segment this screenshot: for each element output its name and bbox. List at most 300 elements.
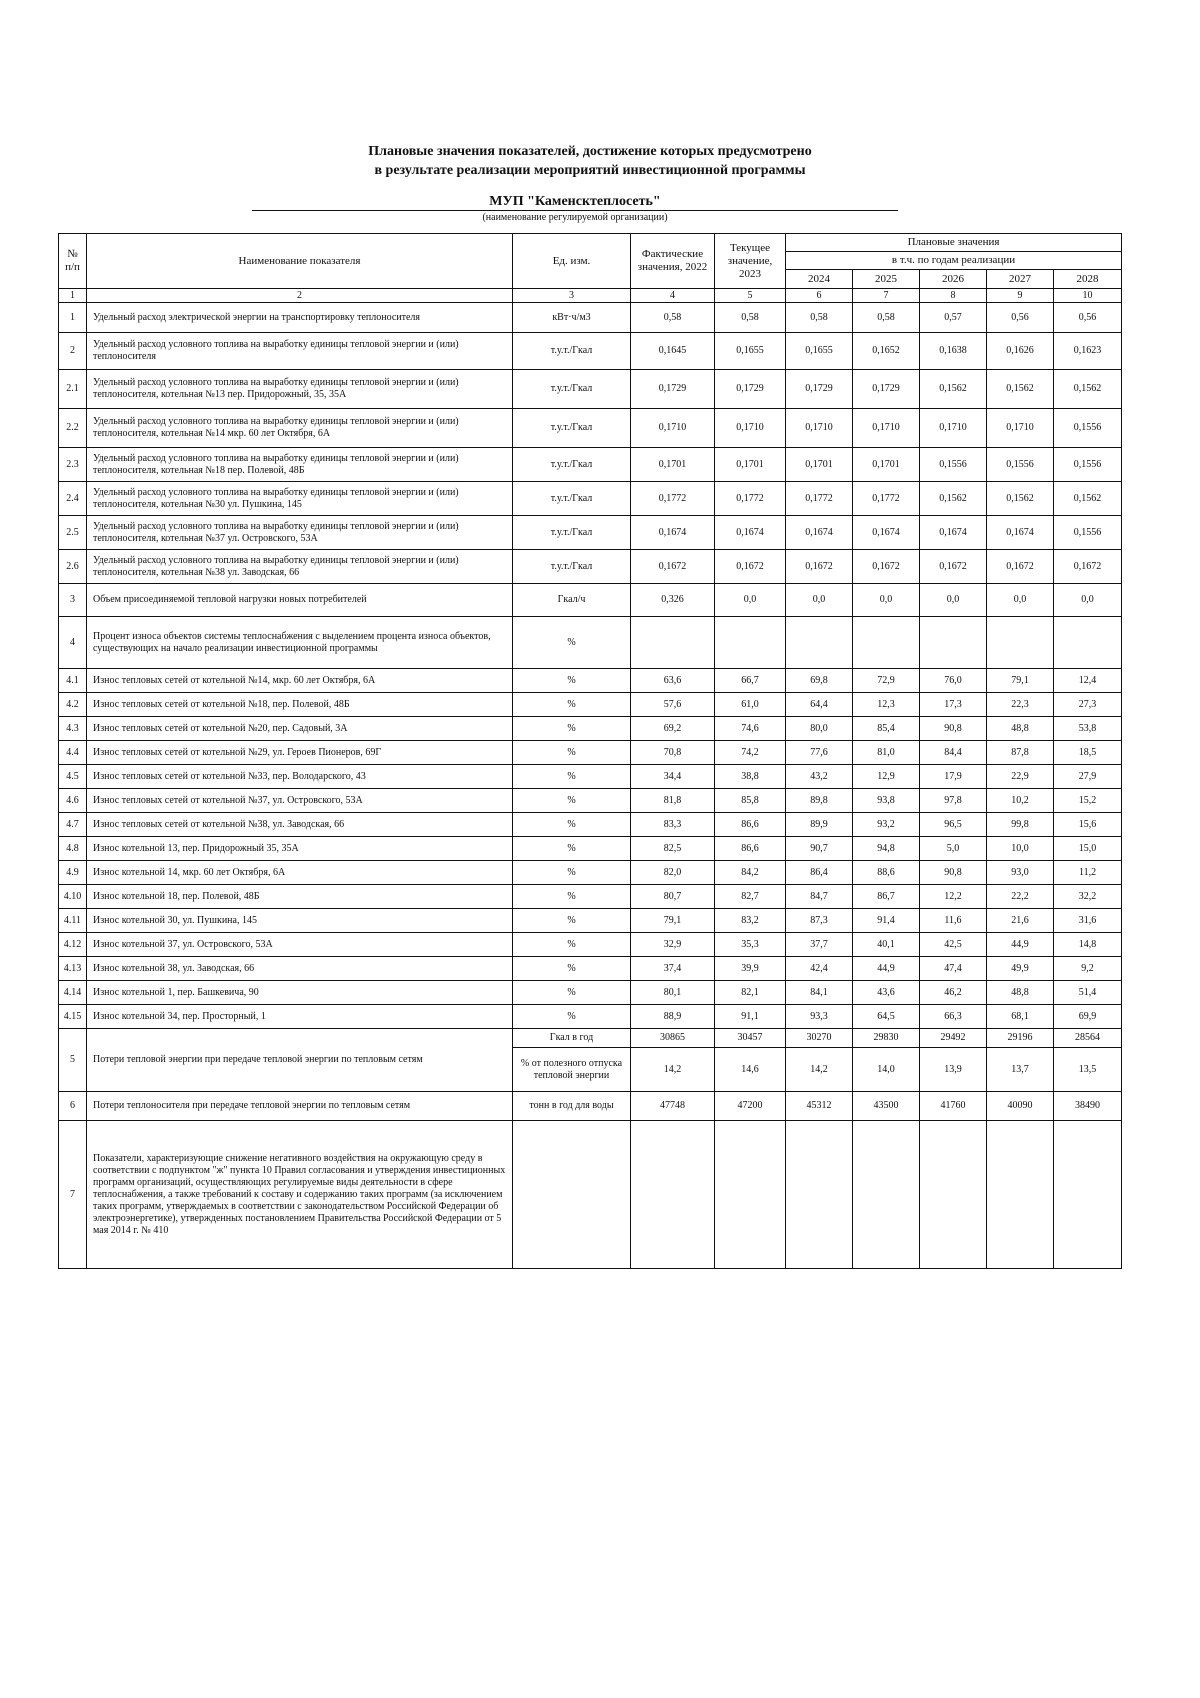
- value-cell: 0,1674: [786, 516, 853, 550]
- value-cell: 44,9: [987, 933, 1054, 957]
- value-cell: 72,9: [853, 669, 920, 693]
- indicator-name: Объем присоединяемой тепловой нагрузки новых потребителей: [87, 584, 513, 617]
- value-cell: 0,1655: [715, 333, 786, 370]
- unit-cell: т.у.т./Гкал: [513, 409, 631, 448]
- unit-cell: т.у.т./Гкал: [513, 370, 631, 409]
- table-row: [59, 303, 1122, 333]
- value-cell: 0,56: [987, 303, 1054, 333]
- value-cell: 45312: [786, 1092, 853, 1121]
- table-row: [59, 516, 1122, 550]
- header-year: 2027: [987, 270, 1054, 289]
- value-cell: 0,1672: [987, 550, 1054, 584]
- value-cell: 84,2: [715, 861, 786, 885]
- value-cell: 88,9: [631, 1005, 715, 1029]
- value-cell: 68,1: [987, 1005, 1054, 1029]
- value-cell: 57,6: [631, 693, 715, 717]
- column-number: 3: [513, 289, 631, 303]
- indicator-name: Износ тепловых сетей от котельной №20, пер. Садовый, 3А: [87, 717, 513, 741]
- value-cell: 30457: [715, 1029, 786, 1048]
- value-cell: 0,1556: [1054, 448, 1122, 482]
- column-number: 2: [87, 289, 513, 303]
- value-cell: 0,0: [1054, 584, 1122, 617]
- value-cell: 15,0: [1054, 837, 1122, 861]
- header-year: 2025: [853, 270, 920, 289]
- value-cell: [853, 1121, 920, 1269]
- value-cell: [513, 1121, 631, 1269]
- indicator-name: Удельный расход электрической энергии на транспортировку теплоносителя: [87, 303, 513, 333]
- value-cell: 29196: [987, 1029, 1054, 1048]
- row-number: 4.1: [59, 669, 87, 693]
- value-cell: 0,1710: [715, 409, 786, 448]
- value-cell: 0,57: [920, 303, 987, 333]
- value-cell: [631, 617, 715, 669]
- value-cell: 0,0: [786, 584, 853, 617]
- value-cell: 0,1710: [920, 409, 987, 448]
- table-row: [59, 1092, 1122, 1121]
- row-number: 7: [59, 1121, 87, 1269]
- value-cell: 91,4: [853, 909, 920, 933]
- header-actual: Фактические значения, 2022: [631, 234, 715, 289]
- column-number: 8: [920, 289, 987, 303]
- value-cell: 96,5: [920, 813, 987, 837]
- value-cell: 0,58: [715, 303, 786, 333]
- value-cell: 69,8: [786, 669, 853, 693]
- table-row: [59, 909, 1122, 933]
- value-cell: 13,7: [987, 1048, 1054, 1092]
- table-row: [59, 693, 1122, 717]
- row-number: 4.13: [59, 957, 87, 981]
- value-cell: 15,2: [1054, 789, 1122, 813]
- value-cell: 80,0: [786, 717, 853, 741]
- value-cell: 0,1562: [987, 482, 1054, 516]
- value-cell: 69,2: [631, 717, 715, 741]
- unit-cell: т.у.т./Гкал: [513, 448, 631, 482]
- unit-cell: т.у.т./Гкал: [513, 333, 631, 370]
- value-cell: 41760: [920, 1092, 987, 1121]
- header-unit: Ед. изм.: [513, 234, 631, 289]
- row-number: 4.4: [59, 741, 87, 765]
- value-cell: 0,1710: [987, 409, 1054, 448]
- table-row: [59, 584, 1122, 617]
- value-cell: 86,4: [786, 861, 853, 885]
- indicator-name: Износ тепловых сетей от котельной №14, мкр. 60 лет Октября, 6А: [87, 669, 513, 693]
- unit-cell: %: [513, 837, 631, 861]
- row-number: 4.2: [59, 693, 87, 717]
- value-cell: 86,7: [853, 885, 920, 909]
- value-cell: 0,1674: [715, 516, 786, 550]
- value-cell: 5,0: [920, 837, 987, 861]
- indicator-name: Износ котельной 13, пер. Придорожный 35, 35А: [87, 837, 513, 861]
- value-cell: 69,9: [1054, 1005, 1122, 1029]
- table-row: [59, 482, 1122, 516]
- value-cell: [786, 617, 853, 669]
- indicator-name: Удельный расход условного топлива на выработку единицы тепловой энергии и (или) теплоносителя, котельная №30 ул. Пушкина, 145: [87, 482, 513, 516]
- value-cell: 14,2: [631, 1048, 715, 1092]
- value-cell: 90,7: [786, 837, 853, 861]
- value-cell: 0,1701: [631, 448, 715, 482]
- value-cell: 10,2: [987, 789, 1054, 813]
- value-cell: 89,8: [786, 789, 853, 813]
- value-cell: 0,1772: [853, 482, 920, 516]
- value-cell: 0,1674: [853, 516, 920, 550]
- unit-cell: %: [513, 909, 631, 933]
- value-cell: 0,0: [715, 584, 786, 617]
- value-cell: 35,3: [715, 933, 786, 957]
- value-cell: 86,6: [715, 813, 786, 837]
- value-cell: 82,5: [631, 837, 715, 861]
- organization-name: МУП "Каменсктеплосеть": [252, 193, 898, 211]
- value-cell: 18,5: [1054, 741, 1122, 765]
- value-cell: 22,2: [987, 885, 1054, 909]
- value-cell: 87,3: [786, 909, 853, 933]
- value-cell: 37,4: [631, 957, 715, 981]
- row-number: 4.10: [59, 885, 87, 909]
- value-cell: 91,1: [715, 1005, 786, 1029]
- value-cell: 31,6: [1054, 909, 1122, 933]
- row-number: 2.2: [59, 409, 87, 448]
- value-cell: 32,2: [1054, 885, 1122, 909]
- row-number: 4.6: [59, 789, 87, 813]
- value-cell: 81,0: [853, 741, 920, 765]
- value-cell: 42,4: [786, 957, 853, 981]
- indicator-name: Износ тепловых сетей от котельной №29, ул. Героев Пионеров, 69Г: [87, 741, 513, 765]
- value-cell: 93,0: [987, 861, 1054, 885]
- value-cell: 89,9: [786, 813, 853, 837]
- value-cell: 0,58: [853, 303, 920, 333]
- value-cell: 37,7: [786, 933, 853, 957]
- indicator-name: Показатели, характеризующие снижение негативного воздействия на окружающую среду в соответствии с подпунктом "ж" пункта 10 Правил согласования и утверждения инвестиционных программ организаций, осуществляющих регулируемые виды деятельности в сфере теплоснабжения, а также требований к составу и содержанию таких программ (за исключением таких программ, утверждаемых в соответствии с законодательством Российской Федерации об электроэнергетике), утвержденных постановлением Правительства Российской Федерации от 5 мая 2014 г. № 410: [87, 1121, 513, 1269]
- value-cell: 83,2: [715, 909, 786, 933]
- header-planned: Плановые значения: [786, 234, 1122, 252]
- value-cell: 53,8: [1054, 717, 1122, 741]
- value-cell: 84,1: [786, 981, 853, 1005]
- row-number: 2.4: [59, 482, 87, 516]
- unit-cell: %: [513, 669, 631, 693]
- value-cell: 0,1729: [786, 370, 853, 409]
- indicator-name: Потери тепловой энергии при передаче тепловой энергии по тепловым сетям: [87, 1029, 513, 1092]
- value-cell: 0,1556: [987, 448, 1054, 482]
- row-number: 4.3: [59, 717, 87, 741]
- value-cell: [987, 1121, 1054, 1269]
- value-cell: 66,7: [715, 669, 786, 693]
- value-cell: 51,4: [1054, 981, 1122, 1005]
- value-cell: 13,5: [1054, 1048, 1122, 1092]
- value-cell: 82,7: [715, 885, 786, 909]
- value-cell: 80,7: [631, 885, 715, 909]
- value-cell: 0,56: [1054, 303, 1122, 333]
- table-row: [59, 1005, 1122, 1029]
- table-row: [59, 669, 1122, 693]
- unit-cell: %: [513, 885, 631, 909]
- indicator-name: Износ котельной 18, пер. Полевой, 48Б: [87, 885, 513, 909]
- value-cell: 0,1672: [1054, 550, 1122, 584]
- value-cell: 14,0: [853, 1048, 920, 1092]
- value-cell: 10,0: [987, 837, 1054, 861]
- unit-cell: %: [513, 765, 631, 789]
- value-cell: 84,7: [786, 885, 853, 909]
- value-cell: 61,0: [715, 693, 786, 717]
- table-row: [59, 1121, 1122, 1269]
- table-row: [59, 370, 1122, 409]
- value-cell: 0,1710: [786, 409, 853, 448]
- table-row: [59, 448, 1122, 482]
- unit-cell: %: [513, 981, 631, 1005]
- value-cell: 0,1655: [786, 333, 853, 370]
- table-row: [59, 981, 1122, 1005]
- value-cell: 0,1672: [631, 550, 715, 584]
- value-cell: 0,1672: [853, 550, 920, 584]
- value-cell: 22,9: [987, 765, 1054, 789]
- value-cell: 90,8: [920, 717, 987, 741]
- value-cell: 0,1729: [715, 370, 786, 409]
- indicator-name: Удельный расход условного топлива на выработку единицы тепловой энергии и (или) теплоносителя, котельная №14 мкр. 60 лет Октября, 6А: [87, 409, 513, 448]
- unit-cell: Гкал/ч: [513, 584, 631, 617]
- value-cell: 0,1710: [853, 409, 920, 448]
- column-number: 7: [853, 289, 920, 303]
- table-row: [59, 617, 1122, 669]
- value-cell: 0,1672: [920, 550, 987, 584]
- value-cell: 32,9: [631, 933, 715, 957]
- value-cell: 47,4: [920, 957, 987, 981]
- value-cell: 90,8: [920, 861, 987, 885]
- header-year: 2026: [920, 270, 987, 289]
- value-cell: 0,1556: [920, 448, 987, 482]
- unit-cell: %: [513, 789, 631, 813]
- value-cell: 17,9: [920, 765, 987, 789]
- column-number: 10: [1054, 289, 1122, 303]
- indicator-name: Износ котельной 14, мкр. 60 лет Октября, 6А: [87, 861, 513, 885]
- unit-cell: %: [513, 717, 631, 741]
- value-cell: 79,1: [987, 669, 1054, 693]
- value-cell: 0,1729: [631, 370, 715, 409]
- value-cell: 0,1772: [631, 482, 715, 516]
- indicator-name: Износ тепловых сетей от котельной №37, ул. Островского, 53А: [87, 789, 513, 813]
- value-cell: 74,2: [715, 741, 786, 765]
- value-cell: 39,9: [715, 957, 786, 981]
- value-cell: 0,1672: [786, 550, 853, 584]
- table-row: [59, 765, 1122, 789]
- value-cell: 47748: [631, 1092, 715, 1121]
- value-cell: 0,1562: [920, 370, 987, 409]
- table-row: [59, 789, 1122, 813]
- column-numbers-row: [59, 289, 1122, 303]
- row-number: 4.14: [59, 981, 87, 1005]
- unit-cell: %: [513, 933, 631, 957]
- indicator-name: Удельный расход условного топлива на выработку единицы тепловой энергии и (или) теплоносителя, котельная №18 пер. Полевой, 48Б: [87, 448, 513, 482]
- value-cell: 0,1674: [920, 516, 987, 550]
- value-cell: 30270: [786, 1029, 853, 1048]
- value-cell: 0,1672: [715, 550, 786, 584]
- header-by-years: в т.ч. по годам реализации: [786, 252, 1122, 270]
- row-number: 4.8: [59, 837, 87, 861]
- value-cell: 44,9: [853, 957, 920, 981]
- value-cell: 48,8: [987, 981, 1054, 1005]
- value-cell: 27,3: [1054, 693, 1122, 717]
- value-cell: 40,1: [853, 933, 920, 957]
- table-row: [59, 957, 1122, 981]
- header-name: Наименование показателя: [87, 234, 513, 289]
- value-cell: 88,6: [853, 861, 920, 885]
- value-cell: 12,3: [853, 693, 920, 717]
- document-title: [60, 142, 1120, 180]
- value-cell: 85,8: [715, 789, 786, 813]
- value-cell: [1054, 1121, 1122, 1269]
- value-cell: 30865: [631, 1029, 715, 1048]
- value-cell: 43,2: [786, 765, 853, 789]
- row-number: 4.9: [59, 861, 87, 885]
- value-cell: 0,1562: [987, 370, 1054, 409]
- table-row: [59, 409, 1122, 448]
- unit-cell: т.у.т./Гкал: [513, 550, 631, 584]
- value-cell: [987, 617, 1054, 669]
- value-cell: 99,8: [987, 813, 1054, 837]
- value-cell: 0,1772: [715, 482, 786, 516]
- value-cell: 29492: [920, 1029, 987, 1048]
- indicators-table: [58, 233, 1122, 1269]
- value-cell: 76,0: [920, 669, 987, 693]
- indicator-name: Удельный расход условного топлива на выработку единицы тепловой энергии и (или) теплоносителя, котельная №13 пер. Придорожный, 35, 35А: [87, 370, 513, 409]
- row-number: 4.12: [59, 933, 87, 957]
- value-cell: 94,8: [853, 837, 920, 861]
- indicator-name: Удельный расход условного топлива на выработку единицы тепловой энергии и (или) теплоносителя, котельная №38 ул. Заводская, 66: [87, 550, 513, 584]
- value-cell: 13,9: [920, 1048, 987, 1092]
- table-row: [59, 1029, 1122, 1048]
- value-cell: 0,1623: [1054, 333, 1122, 370]
- value-cell: 0,1645: [631, 333, 715, 370]
- value-cell: 28564: [1054, 1029, 1122, 1048]
- value-cell: 66,3: [920, 1005, 987, 1029]
- value-cell: 74,6: [715, 717, 786, 741]
- row-number: 5: [59, 1029, 87, 1092]
- value-cell: 12,4: [1054, 669, 1122, 693]
- value-cell: 85,4: [853, 717, 920, 741]
- value-cell: 0,1729: [853, 370, 920, 409]
- value-cell: 0,1562: [1054, 482, 1122, 516]
- column-number: 4: [631, 289, 715, 303]
- indicator-name: Износ котельной 34, пер. Просторный, 1: [87, 1005, 513, 1029]
- value-cell: [920, 1121, 987, 1269]
- value-cell: 64,4: [786, 693, 853, 717]
- value-cell: [631, 1121, 715, 1269]
- indicator-name: Удельный расход условного топлива на выработку единицы тепловой энергии и (или) теплоносителя: [87, 333, 513, 370]
- column-number: 1: [59, 289, 87, 303]
- indicator-name: Износ тепловых сетей от котельной №33, пер. Володарского, 43: [87, 765, 513, 789]
- row-number: 2.3: [59, 448, 87, 482]
- value-cell: 46,2: [920, 981, 987, 1005]
- table-row: [59, 861, 1122, 885]
- indicator-name: Процент износа объектов системы теплоснабжения с выделением процента износа объектов, существующих на начало реализации инвестиционной программы: [87, 617, 513, 669]
- value-cell: 27,9: [1054, 765, 1122, 789]
- column-number: 5: [715, 289, 786, 303]
- value-cell: 93,2: [853, 813, 920, 837]
- value-cell: 0,1562: [1054, 370, 1122, 409]
- value-cell: 11,6: [920, 909, 987, 933]
- value-cell: 0,0: [853, 584, 920, 617]
- value-cell: 0,1701: [786, 448, 853, 482]
- value-cell: 0,1638: [920, 333, 987, 370]
- indicator-name: Износ котельной 38, ул. Заводская, 66: [87, 957, 513, 981]
- column-number: 9: [987, 289, 1054, 303]
- value-cell: 0,1701: [715, 448, 786, 482]
- value-cell: 38490: [1054, 1092, 1122, 1121]
- row-number: 4.5: [59, 765, 87, 789]
- header-year: 2024: [786, 270, 853, 289]
- row-number: 2.6: [59, 550, 87, 584]
- value-cell: 63,6: [631, 669, 715, 693]
- row-number: 2.1: [59, 370, 87, 409]
- value-cell: [715, 617, 786, 669]
- unit-cell: %: [513, 693, 631, 717]
- table-row: [59, 813, 1122, 837]
- row-number: 4.11: [59, 909, 87, 933]
- row-number: 4.15: [59, 1005, 87, 1029]
- table-row: [59, 717, 1122, 741]
- table-row: [59, 885, 1122, 909]
- value-cell: 12,2: [920, 885, 987, 909]
- value-cell: 93,3: [786, 1005, 853, 1029]
- table-row: [59, 550, 1122, 584]
- value-cell: 40090: [987, 1092, 1054, 1121]
- value-cell: 22,3: [987, 693, 1054, 717]
- value-cell: 93,8: [853, 789, 920, 813]
- value-cell: 0,1652: [853, 333, 920, 370]
- value-cell: 48,8: [987, 717, 1054, 741]
- value-cell: 84,4: [920, 741, 987, 765]
- value-cell: 43,6: [853, 981, 920, 1005]
- row-number: 1: [59, 303, 87, 333]
- indicator-name: Износ тепловых сетей от котельной №18, пер. Полевой, 48Б: [87, 693, 513, 717]
- value-cell: 34,4: [631, 765, 715, 789]
- value-cell: 0,1710: [631, 409, 715, 448]
- row-number: 2.5: [59, 516, 87, 550]
- value-cell: 81,8: [631, 789, 715, 813]
- value-cell: 0,326: [631, 584, 715, 617]
- value-cell: [920, 617, 987, 669]
- unit-cell: %: [513, 1005, 631, 1029]
- value-cell: 0,1701: [853, 448, 920, 482]
- unit-cell: %: [513, 617, 631, 669]
- value-cell: [715, 1121, 786, 1269]
- unit-cell: т.у.т./Гкал: [513, 482, 631, 516]
- value-cell: 79,1: [631, 909, 715, 933]
- value-cell: [1054, 617, 1122, 669]
- title-line-1: Плановые значения показателей, достижение которых предусмотрено: [368, 144, 812, 159]
- value-cell: 0,0: [987, 584, 1054, 617]
- indicator-name: Износ котельной 30, ул. Пушкина, 145: [87, 909, 513, 933]
- unit-cell: %: [513, 957, 631, 981]
- table-row: [59, 933, 1122, 957]
- unit-cell: % от полезного отпуска тепловой энергии: [513, 1048, 631, 1092]
- unit-cell: Гкал в год: [513, 1029, 631, 1048]
- value-cell: 0,1626: [987, 333, 1054, 370]
- row-number: 6: [59, 1092, 87, 1121]
- value-cell: 14,6: [715, 1048, 786, 1092]
- value-cell: 0,1562: [920, 482, 987, 516]
- value-cell: 15,6: [1054, 813, 1122, 837]
- unit-cell: %: [513, 741, 631, 765]
- value-cell: 80,1: [631, 981, 715, 1005]
- value-cell: [853, 617, 920, 669]
- value-cell: 42,5: [920, 933, 987, 957]
- unit-cell: кВт·ч/м3: [513, 303, 631, 333]
- value-cell: 70,8: [631, 741, 715, 765]
- value-cell: 77,6: [786, 741, 853, 765]
- value-cell: 0,0: [920, 584, 987, 617]
- value-cell: 86,6: [715, 837, 786, 861]
- indicator-name: Износ котельной 1, пер. Башкевича, 90: [87, 981, 513, 1005]
- header-year: 2028: [1054, 270, 1122, 289]
- value-cell: 83,3: [631, 813, 715, 837]
